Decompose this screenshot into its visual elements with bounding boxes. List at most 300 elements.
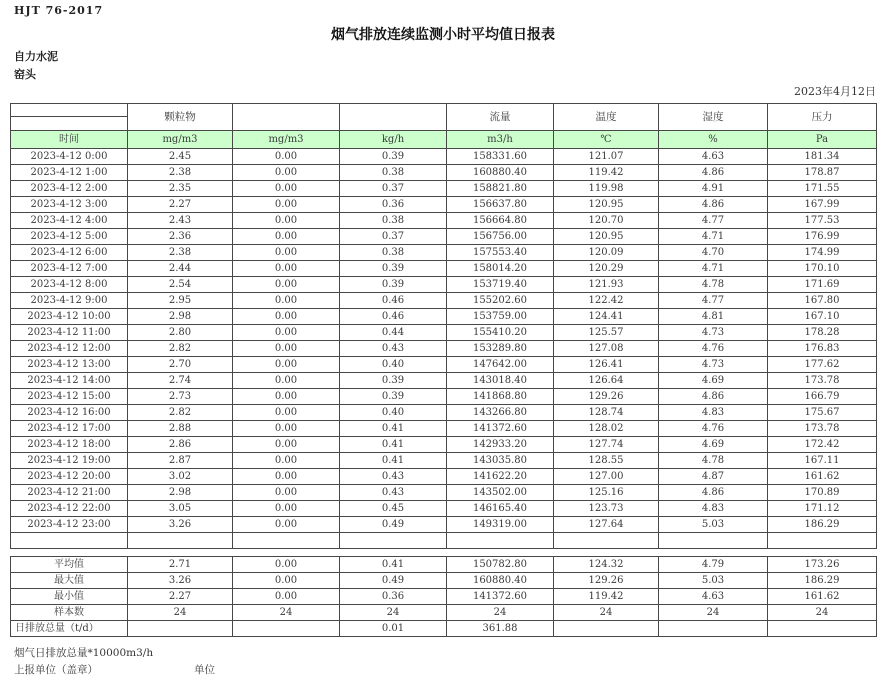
value-cell: 127.74	[554, 437, 659, 453]
value-cell: 0.00	[233, 573, 340, 589]
summary-row	[11, 621, 877, 637]
summary-label-cell: 最大值	[11, 573, 128, 589]
value-cell: 0.00	[233, 309, 340, 325]
value-cell: 0.41	[340, 421, 447, 437]
value-cell: 0.37	[340, 181, 447, 197]
value-cell: 2.86	[128, 437, 233, 453]
summary-label-cell: 平均值	[11, 557, 128, 573]
data-row	[11, 181, 877, 197]
value-cell: 2.73	[128, 389, 233, 405]
value-cell: 3.26	[128, 573, 233, 589]
value-cell: 127.08	[554, 341, 659, 357]
value-cell: 119.42	[554, 589, 659, 605]
value-cell: 149319.00	[447, 517, 554, 533]
value-cell: 177.53	[768, 213, 877, 229]
value-cell: 120.09	[554, 245, 659, 261]
value-cell: 2.38	[128, 165, 233, 181]
reporting-unit-label: 上报单位（盖章）	[14, 664, 98, 676]
data-row	[11, 357, 877, 373]
value-cell: 0.40	[340, 357, 447, 373]
value-cell: 143502.00	[447, 485, 554, 501]
unit-label: 单位	[194, 664, 215, 676]
value-cell: 0.39	[340, 261, 447, 277]
value-cell: 141622.20	[447, 469, 554, 485]
value-cell: 0.00	[233, 501, 340, 517]
value-cell: 156756.00	[447, 229, 554, 245]
time-cell: 2023-4-12 17:00	[11, 421, 128, 437]
time-cell: 2023-4-12 21:00	[11, 485, 128, 501]
value-cell: 141372.60	[447, 421, 554, 437]
time-cell: 2023-4-12 20:00	[11, 469, 128, 485]
value-cell: 121.07	[554, 149, 659, 165]
value-cell: 24	[768, 605, 877, 621]
value-cell: 0.39	[340, 373, 447, 389]
value-cell: 0.00	[233, 277, 340, 293]
summary-row	[11, 573, 877, 589]
value-cell: 186.29	[768, 517, 877, 533]
value-cell: 0.00	[233, 357, 340, 373]
header-empty-bottom	[11, 117, 128, 131]
value-cell: 4.78	[659, 277, 768, 293]
value-cell: 166.79	[768, 389, 877, 405]
value-cell: 2.71	[128, 557, 233, 573]
value-cell	[128, 621, 233, 637]
time-cell: 2023-4-12 7:00	[11, 261, 128, 277]
value-cell: 120.95	[554, 197, 659, 213]
data-row	[11, 501, 877, 517]
value-cell: 0.00	[233, 373, 340, 389]
value-cell: 173.78	[768, 373, 877, 389]
value-cell: 2.44	[128, 261, 233, 277]
value-cell: 2.74	[128, 373, 233, 389]
value-cell: 124.32	[554, 557, 659, 573]
page-title: 烟气排放连续监测小时平均值日报表	[331, 27, 555, 43]
value-cell: 4.77	[659, 293, 768, 309]
value-cell: 4.76	[659, 421, 768, 437]
value-cell: 129.26	[554, 573, 659, 589]
value-cell: 167.99	[768, 197, 877, 213]
value-cell: 0.00	[233, 261, 340, 277]
value-cell: 0.00	[233, 293, 340, 309]
data-row	[11, 213, 877, 229]
value-cell: 167.11	[768, 453, 877, 469]
value-cell: 160880.40	[447, 573, 554, 589]
value-cell: 153719.40	[447, 277, 554, 293]
value-cell: 157553.40	[447, 245, 554, 261]
time-cell: 2023-4-12 5:00	[11, 229, 128, 245]
data-row	[11, 261, 877, 277]
data-row	[11, 437, 877, 453]
value-cell: 167.80	[768, 293, 877, 309]
time-cell: 2023-4-12 18:00	[11, 437, 128, 453]
value-cell: 128.02	[554, 421, 659, 437]
value-cell: 128.74	[554, 405, 659, 421]
value-cell: 4.71	[659, 229, 768, 245]
value-cell: 4.87	[659, 469, 768, 485]
value-cell: 0.00	[233, 229, 340, 245]
time-cell: 2023-4-12 13:00	[11, 357, 128, 373]
summary-label-cell: 日排放总量（t/d）	[11, 621, 128, 637]
value-cell: 0.00	[233, 437, 340, 453]
unit-header-row	[11, 131, 877, 149]
value-cell: 0.41	[340, 453, 447, 469]
value-cell: 173.26	[768, 557, 877, 573]
value-cell: 120.95	[554, 229, 659, 245]
time-cell: 2023-4-12 14:00	[11, 373, 128, 389]
value-cell: 0.00	[233, 325, 340, 341]
value-cell: 4.78	[659, 453, 768, 469]
value-cell: 2.54	[128, 277, 233, 293]
header-col4	[340, 104, 447, 131]
value-cell: 0.39	[340, 389, 447, 405]
value-cell: 127.64	[554, 517, 659, 533]
value-cell: 0.00	[233, 589, 340, 605]
data-row	[11, 309, 877, 325]
header-humidity: 湿度	[659, 104, 768, 131]
value-cell: 160880.40	[447, 165, 554, 181]
value-cell: 24	[233, 605, 340, 621]
value-cell: 2.35	[128, 181, 233, 197]
value-cell: 143266.80	[447, 405, 554, 421]
data-row	[11, 373, 877, 389]
summary-label-cell: 最小值	[11, 589, 128, 605]
data-row	[11, 149, 877, 165]
data-row	[11, 469, 877, 485]
time-cell: 2023-4-12 11:00	[11, 325, 128, 341]
time-cell: 2023-4-12 2:00	[11, 181, 128, 197]
value-cell: 3.26	[128, 517, 233, 533]
value-cell: 0.00	[233, 405, 340, 421]
value-cell	[768, 621, 877, 637]
data-row	[11, 197, 877, 213]
value-cell: 176.83	[768, 341, 877, 357]
value-cell: 161.62	[768, 589, 877, 605]
value-cell: 143035.80	[447, 453, 554, 469]
value-cell: 3.02	[128, 469, 233, 485]
value-cell: 4.69	[659, 437, 768, 453]
value-cell: 141372.60	[447, 589, 554, 605]
total-emission-note: 烟气日排放总量*10000m3/h	[14, 647, 154, 659]
value-cell: 155202.60	[447, 293, 554, 309]
value-cell: 0.43	[340, 469, 447, 485]
time-cell: 2023-4-12 19:00	[11, 453, 128, 469]
data-rows-body	[11, 149, 877, 533]
empty-cell	[11, 533, 128, 549]
value-cell: 4.71	[659, 261, 768, 277]
flow-unit-header: m3/h	[447, 131, 554, 149]
value-cell: 4.83	[659, 501, 768, 517]
time-cell: 2023-4-12 12:00	[11, 341, 128, 357]
value-cell: 126.64	[554, 373, 659, 389]
value-cell: 0.00	[233, 181, 340, 197]
value-cell: 2.27	[128, 197, 233, 213]
value-cell: 141868.80	[447, 389, 554, 405]
value-cell: 0.41	[340, 437, 447, 453]
time-cell: 2023-4-12 1:00	[11, 165, 128, 181]
value-cell: 0.38	[340, 213, 447, 229]
value-cell: 2.88	[128, 421, 233, 437]
value-cell: 2.36	[128, 229, 233, 245]
value-cell: 119.42	[554, 165, 659, 181]
value-cell: 121.93	[554, 277, 659, 293]
value-cell: 0.44	[340, 325, 447, 341]
data-row	[11, 405, 877, 421]
value-cell: 2.38	[128, 245, 233, 261]
header-empty-top	[11, 104, 128, 117]
value-cell: 0.00	[233, 485, 340, 501]
value-cell: 167.10	[768, 309, 877, 325]
value-cell: 361.88	[447, 621, 554, 637]
value-cell: 2.98	[128, 309, 233, 325]
value-cell: 156664.80	[447, 213, 554, 229]
footer	[14, 645, 887, 677]
pm-unit-header: mg/m3	[128, 131, 233, 149]
value-cell: 0.37	[340, 229, 447, 245]
header-col3	[233, 104, 340, 131]
value-cell: 3.05	[128, 501, 233, 517]
data-row	[11, 485, 877, 501]
value-cell: 170.10	[768, 261, 877, 277]
summary-row	[11, 557, 877, 573]
value-cell: 2.95	[128, 293, 233, 309]
value-cell: 0.00	[233, 213, 340, 229]
summary-rows-body	[11, 557, 877, 637]
data-row	[11, 229, 877, 245]
value-cell: 120.70	[554, 213, 659, 229]
value-cell: 4.81	[659, 309, 768, 325]
value-cell: 2.45	[128, 149, 233, 165]
data-row	[11, 245, 877, 261]
value-cell: 2.82	[128, 341, 233, 357]
value-cell: 0.40	[340, 405, 447, 421]
value-cell: 0.00	[233, 469, 340, 485]
time-cell: 2023-4-12 8:00	[11, 277, 128, 293]
value-cell: 24	[554, 605, 659, 621]
header-pressure: 压力	[768, 104, 877, 131]
standard-code: HJT 76-2017	[14, 4, 104, 17]
value-cell: 2.43	[128, 213, 233, 229]
value-cell: 0.01	[340, 621, 447, 637]
header-particulate: 颗粒物	[128, 104, 233, 131]
data-row	[11, 517, 877, 533]
value-cell: 158331.60	[447, 149, 554, 165]
value-cell: 146165.40	[447, 501, 554, 517]
empty-cell	[554, 533, 659, 549]
value-cell: 0.49	[340, 573, 447, 589]
value-cell: 129.26	[554, 389, 659, 405]
value-cell: 120.29	[554, 261, 659, 277]
value-cell: 177.62	[768, 357, 877, 373]
value-cell: 4.83	[659, 405, 768, 421]
value-cell: 0.38	[340, 245, 447, 261]
empty-row	[11, 533, 877, 549]
value-cell: 155410.20	[447, 325, 554, 341]
value-cell: 4.69	[659, 373, 768, 389]
value-cell: 0.00	[233, 421, 340, 437]
value-cell: 178.28	[768, 325, 877, 341]
value-cell: 171.12	[768, 501, 877, 517]
value-cell	[659, 621, 768, 637]
value-cell: 186.29	[768, 573, 877, 589]
value-cell: 2.27	[128, 589, 233, 605]
value-cell: 24	[128, 605, 233, 621]
time-cell: 2023-4-12 6:00	[11, 245, 128, 261]
empty-cell	[768, 533, 877, 549]
value-cell: 150782.80	[447, 557, 554, 573]
empty-cell	[447, 533, 554, 549]
value-cell: 0.00	[233, 245, 340, 261]
value-cell: 174.99	[768, 245, 877, 261]
value-cell: 4.63	[659, 149, 768, 165]
value-cell: 171.55	[768, 181, 877, 197]
data-row	[11, 421, 877, 437]
rate-unit-header: kg/h	[340, 131, 447, 149]
pressure-unit-header: Pa	[768, 131, 877, 149]
concentration-unit-header: mg/m3	[233, 131, 340, 149]
summary-label-cell: 样本数	[11, 605, 128, 621]
summary-row	[11, 589, 877, 605]
time-cell: 2023-4-12 23:00	[11, 517, 128, 533]
value-cell: 4.86	[659, 389, 768, 405]
time-cell: 2023-4-12 16:00	[11, 405, 128, 421]
value-cell: 4.91	[659, 181, 768, 197]
data-row	[11, 325, 877, 341]
value-cell: 4.77	[659, 213, 768, 229]
value-cell: 0.00	[233, 165, 340, 181]
value-cell: 4.76	[659, 341, 768, 357]
data-row	[11, 165, 877, 181]
empty-cell	[659, 533, 768, 549]
value-cell: 173.78	[768, 421, 877, 437]
value-cell: 153759.00	[447, 309, 554, 325]
value-cell: 158014.20	[447, 261, 554, 277]
value-cell: 161.62	[768, 469, 877, 485]
value-cell: 0.00	[233, 149, 340, 165]
value-cell: 127.00	[554, 469, 659, 485]
empty-cell	[233, 533, 340, 549]
value-cell: 4.79	[659, 557, 768, 573]
time-cell: 2023-4-12 15:00	[11, 389, 128, 405]
value-cell: 0.46	[340, 293, 447, 309]
summary-table	[10, 556, 877, 637]
value-cell: 2.82	[128, 405, 233, 421]
value-cell: 24	[659, 605, 768, 621]
value-cell: 24	[447, 605, 554, 621]
data-row	[11, 389, 877, 405]
monitoring-point: 窑头	[14, 68, 36, 81]
data-row	[11, 293, 877, 309]
value-cell: 0.39	[340, 149, 447, 165]
value-cell: 119.98	[554, 181, 659, 197]
value-cell: 0.00	[233, 389, 340, 405]
group-header-row	[11, 104, 877, 117]
time-cell: 2023-4-12 0:00	[11, 149, 128, 165]
value-cell: 0.43	[340, 341, 447, 357]
value-cell: 158821.80	[447, 181, 554, 197]
value-cell: 5.03	[659, 573, 768, 589]
empty-cell	[340, 533, 447, 549]
value-cell: 4.86	[659, 165, 768, 181]
value-cell: 171.69	[768, 277, 877, 293]
value-cell: 147642.00	[447, 357, 554, 373]
value-cell: 0.00	[233, 517, 340, 533]
value-cell: 24	[340, 605, 447, 621]
time-header: 时间	[11, 131, 128, 149]
value-cell: 125.16	[554, 485, 659, 501]
temperature-unit-header: ℃	[554, 131, 659, 149]
company-name: 自力水泥	[14, 50, 58, 63]
value-cell: 4.73	[659, 325, 768, 341]
time-cell: 2023-4-12 10:00	[11, 309, 128, 325]
data-row	[11, 341, 877, 357]
value-cell: 4.63	[659, 589, 768, 605]
value-cell: 142933.20	[447, 437, 554, 453]
value-cell: 178.87	[768, 165, 877, 181]
header-temperature: 温度	[554, 104, 659, 131]
value-cell	[554, 621, 659, 637]
header-flow: 流量	[447, 104, 554, 131]
value-cell: 0.00	[233, 341, 340, 357]
value-cell: 0.00	[233, 557, 340, 573]
value-cell: 5.03	[659, 517, 768, 533]
value-cell: 172.42	[768, 437, 877, 453]
data-row	[11, 277, 877, 293]
value-cell: 0.49	[340, 517, 447, 533]
value-cell: 126.41	[554, 357, 659, 373]
value-cell: 156637.80	[447, 197, 554, 213]
value-cell: 124.41	[554, 309, 659, 325]
spacer-body	[11, 533, 877, 549]
value-cell: 170.89	[768, 485, 877, 501]
value-cell: 0.00	[233, 453, 340, 469]
time-cell: 2023-4-12 3:00	[11, 197, 128, 213]
value-cell: 181.34	[768, 149, 877, 165]
time-cell: 2023-4-12 4:00	[11, 213, 128, 229]
monitoring-data-table	[10, 103, 877, 549]
value-cell: 0.00	[233, 197, 340, 213]
value-cell: 128.55	[554, 453, 659, 469]
value-cell: 122.42	[554, 293, 659, 309]
report-date: 2023年4月12日	[794, 85, 876, 98]
time-cell: 2023-4-12 9:00	[11, 293, 128, 309]
value-cell: 4.86	[659, 197, 768, 213]
value-cell: 0.41	[340, 557, 447, 573]
empty-cell	[128, 533, 233, 549]
humidity-unit-header: %	[659, 131, 768, 149]
value-cell: 4.86	[659, 485, 768, 501]
value-cell: 0.39	[340, 277, 447, 293]
value-cell: 4.73	[659, 357, 768, 373]
value-cell: 0.46	[340, 309, 447, 325]
value-cell: 0.45	[340, 501, 447, 517]
value-cell: 176.99	[768, 229, 877, 245]
summary-row	[11, 605, 877, 621]
value-cell: 153289.80	[447, 341, 554, 357]
value-cell: 2.80	[128, 325, 233, 341]
value-cell: 143018.40	[447, 373, 554, 389]
time-cell: 2023-4-12 22:00	[11, 501, 128, 517]
value-cell: 2.98	[128, 485, 233, 501]
value-cell	[233, 621, 340, 637]
data-row	[11, 453, 877, 469]
value-cell: 2.70	[128, 357, 233, 373]
value-cell: 175.67	[768, 405, 877, 421]
value-cell: 0.38	[340, 165, 447, 181]
value-cell: 2.87	[128, 453, 233, 469]
value-cell: 0.43	[340, 485, 447, 501]
value-cell: 4.70	[659, 245, 768, 261]
value-cell: 123.73	[554, 501, 659, 517]
